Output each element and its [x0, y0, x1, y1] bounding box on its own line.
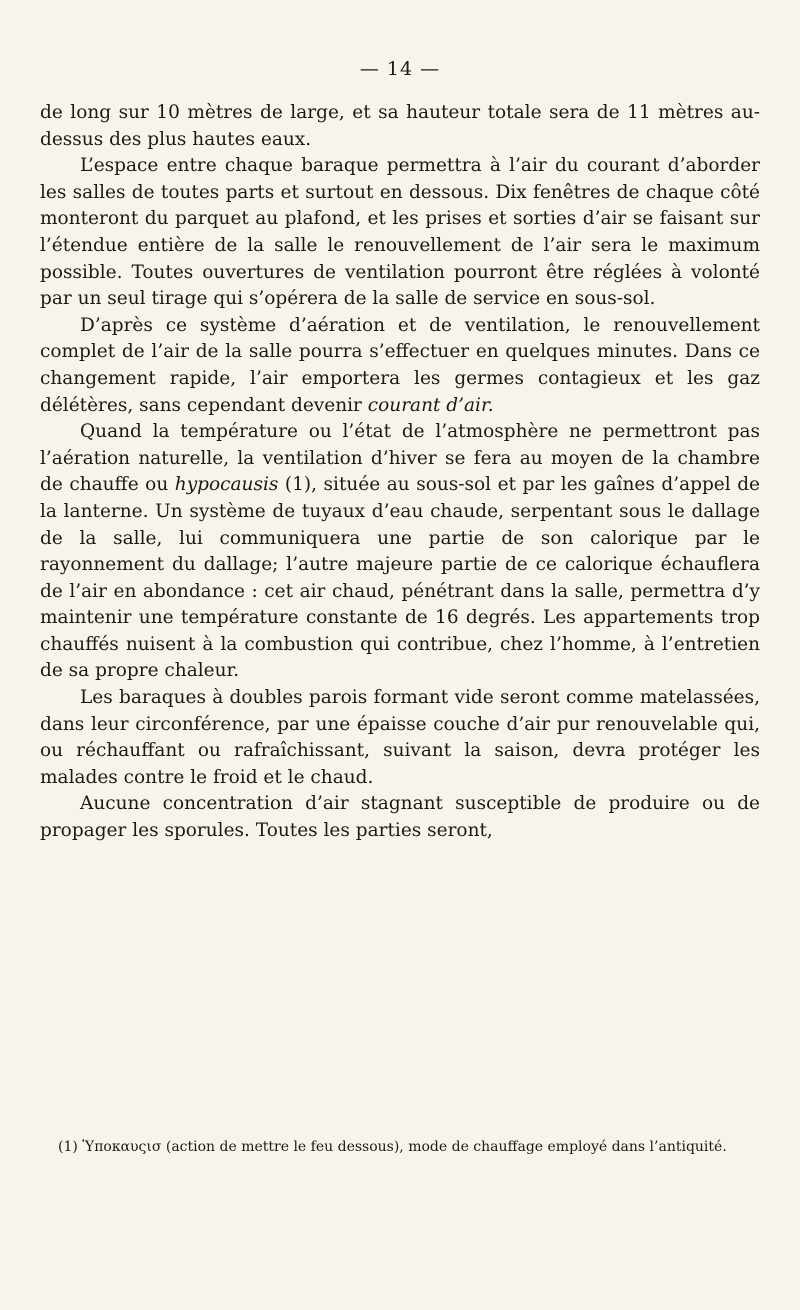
paragraph-6: Aucune concentration d’air stagnant susceptible de produire ou de propager les sporules. Toutes les parties seront,	[40, 793, 760, 842]
italic-term-hypocausis: hypocausis	[174, 474, 279, 496]
document-page	[40, 0, 760, 1310]
paragraph-1: de long sur 10 mètres de large, et sa hauteur totale sera de 11 mètres au-dessus des plus hautes eaux.	[40, 102, 760, 150]
paragraph-4-text-a: Quand la température ou l’état de l’atmosphère ne permettront pas l’aération naturelle, la ventilation d’hiver se fera au moyen de la chambre de chauffe ou	[40, 421, 760, 496]
paragraph-3	[40, 313, 760, 419]
paragraph-2: L’espace entre chaque baraque permettra à l’air du courant d’aborder les salles de toutes parts et surtout en dessous. Dix fenêtres de chaque côté monteront du parquet au plafond, et les prises et sorties d’air se faisant sur l’étendue entière de la salle le renouvellement de l’air sera le maximum possible. Toutes ouvertures de ventilation pourront être réglées à volonté par un seul tirage qui s’opérera de la salle de service en sous-sol.	[40, 155, 760, 310]
page-number: — 14 —	[359, 58, 441, 80]
paragraph-4-text-b: (1), située au sous-sol et par les gaînes d’appel de la lanterne. Un système de tuyaux d’eau chaude, serpentant sous le dallage de la salle, lui communiquera une partie de son calorique par le rayonnement du dallage; l’autre majeure partie de ce calorique échauflera de l’air en abondance : cet air chaud, pénétrant dans la salle, permettra d’y maintenir une température constante de 16 degrés. Les appartements trop chauffés nuisent à la combustion qui contribue, chez l’homme, à l’entretien de sa propre chaleur.	[40, 474, 760, 682]
body-text	[40, 100, 760, 845]
paragraph-3-text: D’après ce système d’aération et de ventilation, le renouvellement complet de l’air de la salle pourra s’effectuer en quelques minutes. Dans ce changement rapide, l’air emportera les germes contagieux et les gaz délétères, sans cependant devenir	[40, 314, 760, 416]
footnote-text: (1) Ὑποκαυςισ (action de mettre le feu dessous), mode de chauffage employé dans l’antiquité.	[58, 1139, 727, 1155]
paragraph-4	[40, 419, 760, 685]
footnote	[40, 1138, 760, 1156]
paragraph-5: Les baraques à doubles parois formant vide seront comme matelassées, dans leur circonférence, par une épaisse couche d’air pur renouvelable qui, ou réchauffant ou rafraîchissant, suivant la saison, devra protéger les malades contre le froid et le chaud.	[40, 687, 760, 788]
italic-term-courant-dair: courant d’air.	[367, 394, 494, 416]
